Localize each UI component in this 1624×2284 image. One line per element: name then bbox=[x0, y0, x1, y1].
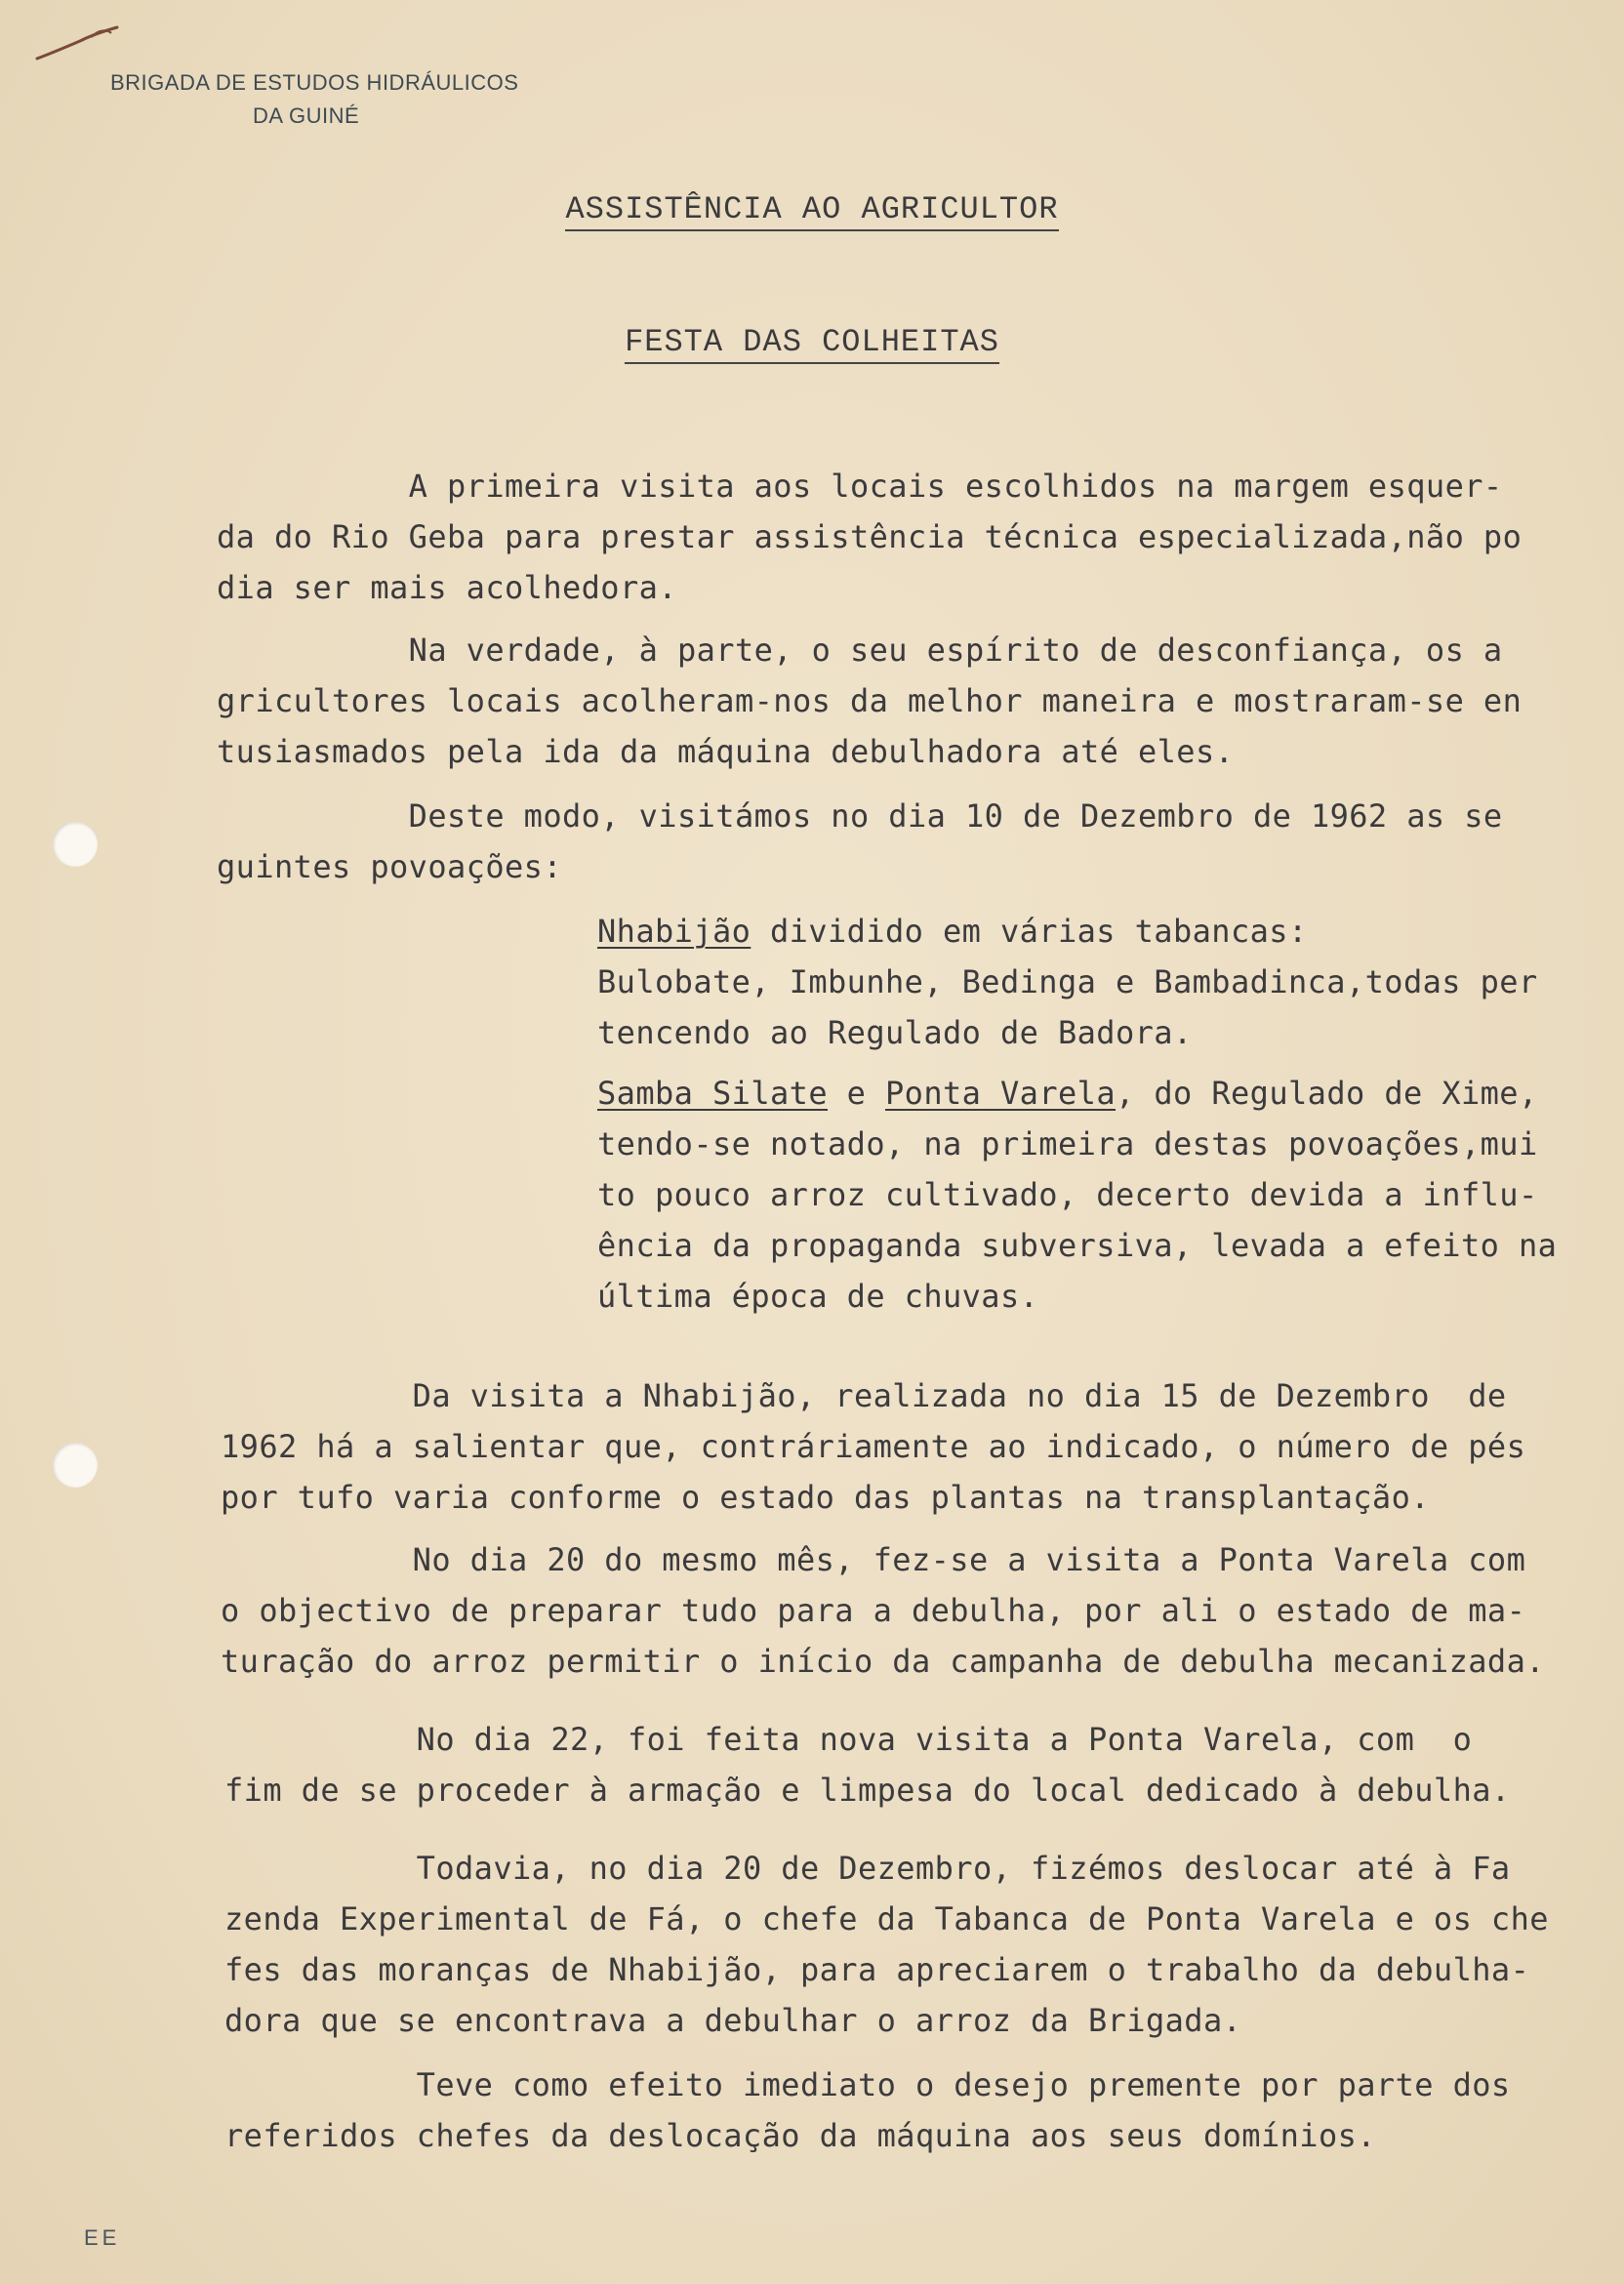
paragraph-6: Da visita a Nhabijão, realizada no dia 15 de Dezembro de 1962 há a salientar que, contráriamente ao indicado, o número de pés por tufo varia conforme o estado das plantas na transplantação. bbox=[221, 1377, 1526, 1516]
main-title bbox=[0, 191, 1624, 227]
paragraph-5 bbox=[597, 1068, 1557, 1322]
footer-mark: EE bbox=[84, 2225, 121, 2250]
paragraph-10: Teve como efeito imediato o desejo premente por parte dos referidos chefes da deslocação da máquina aos seus domínios. bbox=[224, 2066, 1511, 2154]
village-name-samba-silate: Samba Silate bbox=[597, 1075, 828, 1112]
pen-mark-icon bbox=[33, 23, 121, 66]
village-name-ponta-varela: Ponta Varela bbox=[885, 1075, 1116, 1112]
sub-title-text: FESTA DAS COLHEITAS bbox=[625, 324, 999, 364]
punch-hole-top bbox=[53, 822, 98, 867]
sub-title bbox=[0, 324, 1624, 360]
paragraph-8: No dia 22, foi feita nova visita a Ponta Varela, com o fim de se proceder à armação e limpesa do local dedicado à debulha. bbox=[224, 1721, 1511, 1809]
paragraph-2: Na verdade, à parte, o seu espírito de desconfiança, os a gricultores locais acolheram-nos da melhor maneira e mostraram-se en tusiasmados pela ida da máquina debulhadora até eles. bbox=[217, 632, 1522, 770]
letterhead-line-2: DA GUINÉ bbox=[253, 103, 360, 128]
main-title-text: ASSISTÊNCIA AO AGRICULTOR bbox=[565, 191, 1058, 231]
paragraph-5-text: , do Regulado de Xime, tendo-se notado, na primeira destas povoações,mui to pouco arroz cultivado, decerto devida a influ- ência da propaganda subversiva, levada a efeito na última época de chuvas. bbox=[597, 1075, 1558, 1315]
paragraph-5-connector: e bbox=[828, 1075, 885, 1112]
paragraph-4 bbox=[597, 906, 1538, 1058]
paragraph-4-text: dividido em várias tabancas: Bulobate, Imbunhe, Bedinga e Bambadinca,todas per tencendo ao Regulado de Badora. bbox=[597, 913, 1538, 1051]
paragraph-3: Deste modo, visitámos no dia 10 de Dezembro de 1962 as se guintes povoações: bbox=[217, 797, 1503, 885]
village-name-nhabijao: Nhabijão bbox=[597, 913, 751, 950]
letterhead bbox=[110, 66, 518, 133]
letterhead-line-1: BRIGADA DE ESTUDOS HIDRÁULICOS bbox=[110, 70, 519, 95]
paragraph-9: Todavia, no dia 20 de Dezembro, fizémos deslocar até à Fa zenda Experimental de Fá, o chefe da Tabanca de Ponta Varela e os che fes das moranças de Nhabijão, para apreciarem o trabalho da debulha- dora que se encontrava a debulhar o arroz da Brigada. bbox=[224, 1850, 1549, 2039]
paragraph-7: No dia 20 do mesmo mês, fez-se a visita a Ponta Varela com o objectivo de preparar tudo para a debulha, por ali o estado de ma- turação do arroz permitir o início da campanha de debulha mecanizada. bbox=[221, 1541, 1545, 1680]
punch-hole-bottom bbox=[53, 1443, 98, 1488]
paragraph-1: A primeira visita aos locais escolhidos na margem esquer- da do Rio Geba para prestar assistência técnica especializada,não po dia ser mais acolhedora. bbox=[217, 468, 1522, 606]
